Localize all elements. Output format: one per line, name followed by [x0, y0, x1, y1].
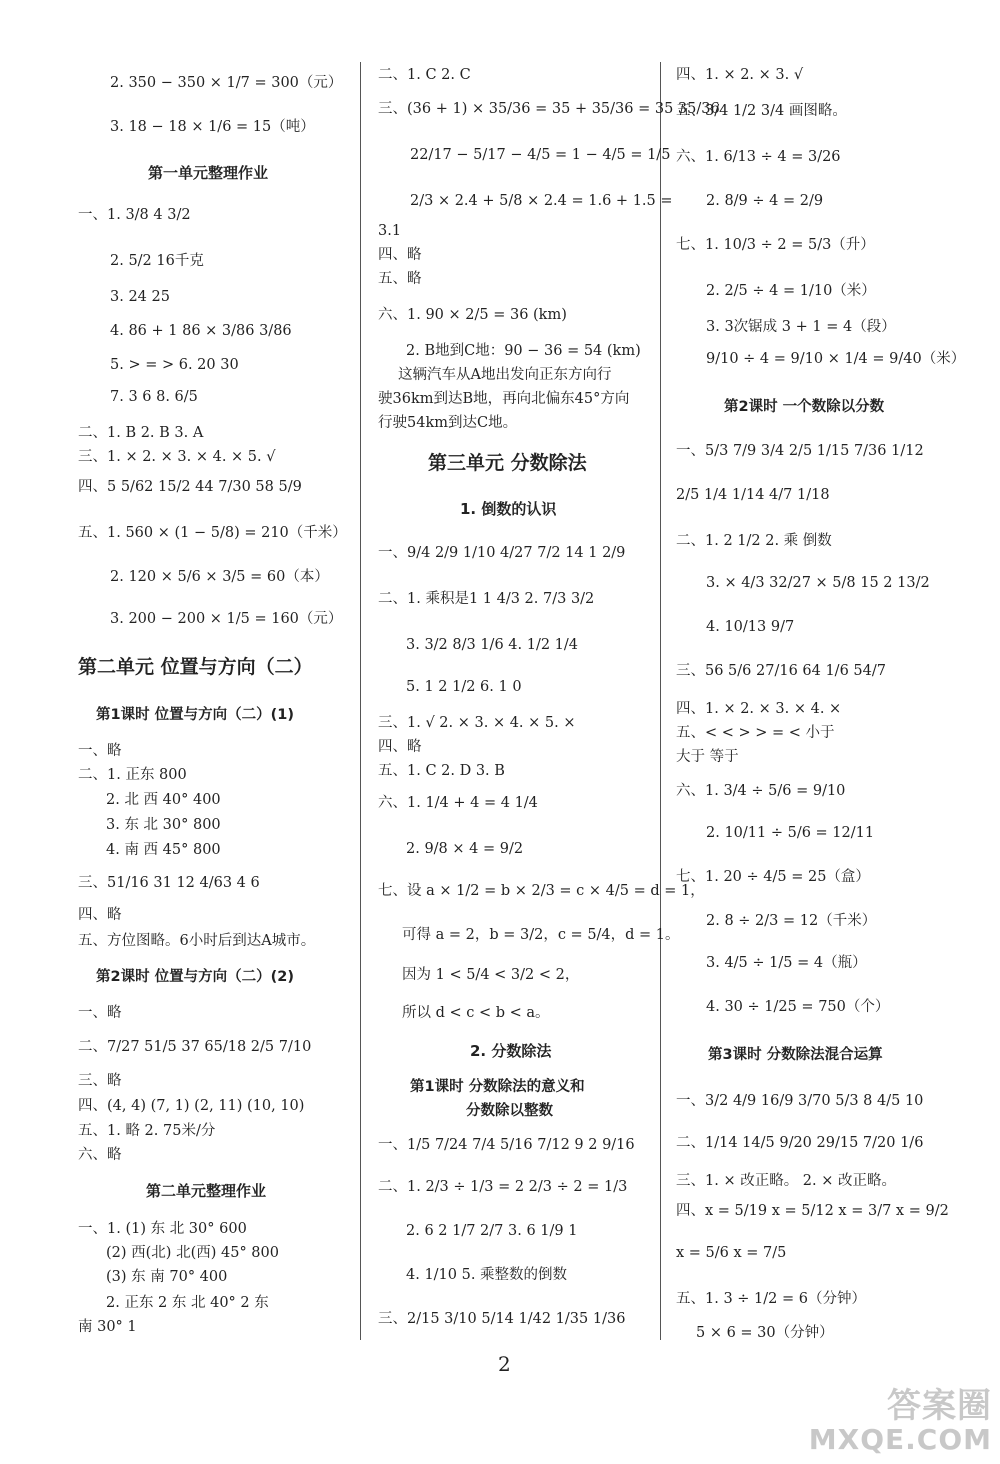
watermark-text: 答案圈 — [887, 1385, 992, 1426]
answer-line: 22/17 − 5/17 − 4/5 = 1 − 4/5 = 1/5 — [410, 147, 671, 163]
answer-line: 五、方位图略。6小时后到达A城市。 — [78, 933, 316, 949]
answer-line: 2. 8/9 ÷ 4 = 2/9 — [706, 193, 824, 209]
answer-line: 一、略 — [78, 1005, 122, 1021]
answer-line: 五、1. 3 ÷ 1/2 = 6（分钟） — [676, 1291, 866, 1307]
answer-line: 五、1. C 2. D 3. B — [378, 763, 505, 779]
answer-line: 一、1/5 7/24 7/4 5/16 7/12 9 2 9/16 — [378, 1137, 635, 1153]
answer-line: 七、1. 10/3 ÷ 2 = 5/3（升） — [676, 237, 875, 253]
answer-line: 五、1. 560 × (1 − 5/8) = 210（千米） — [78, 525, 347, 541]
answer-line: 2. 350 − 350 × 1/7 = 300（元） — [110, 75, 343, 91]
answer-line: 五、< < > > = < 小于 — [676, 725, 835, 741]
answer-line: 5. 1 2 1/2 6. 1 0 — [406, 679, 522, 695]
answer-line: 二、1. B 2. B 3. A — [78, 425, 204, 441]
answer-line: 行驶54km到达C地。 — [378, 415, 518, 431]
answer-line: 二、1. 2/3 ÷ 1/3 = 2 2/3 ÷ 2 = 1/3 — [378, 1179, 628, 1195]
lesson-heading: 第3课时 分数除法混合运算 — [708, 1047, 883, 1063]
answer-line: 三、2/15 3/10 5/14 1/42 1/35 1/36 — [378, 1311, 626, 1327]
section-heading: 第二单元整理作业 — [146, 1182, 267, 1200]
lesson-heading: 第2课时 一个数除以分数 — [724, 399, 885, 415]
page-number: 2 — [498, 1352, 511, 1376]
answer-line: 四、5 5/62 15/2 44 7/30 58 5/9 — [78, 479, 302, 495]
answer-line: 四、略 — [378, 739, 422, 755]
answer-line: 六、1. 6/13 ÷ 4 = 3/26 — [676, 149, 841, 165]
answer-line: 三、56 5/6 27/16 64 1/6 54/7 — [676, 663, 886, 679]
answer-line: 一、1. (1) 东 北 30° 600 — [78, 1221, 247, 1237]
answer-line: 六、1. 90 × 2/5 = 36 (km) — [378, 307, 567, 323]
lesson-heading: 第2课时 位置与方向（二）(2) — [96, 969, 294, 985]
answer-line: 5 × 6 = 30（分钟） — [696, 1325, 834, 1341]
answer-line: 六、略 — [78, 1147, 122, 1163]
section-heading: 第一单元整理作业 — [148, 164, 269, 182]
answer-line: (2) 西(北) 北(西) 45° 800 — [106, 1245, 279, 1261]
answer-line: 2/5 1/4 1/14 4/7 1/18 — [676, 487, 830, 503]
answer-line: 因为 1 < 5/4 < 3/2 < 2， — [402, 967, 580, 983]
answer-line: 二、1/14 14/5 9/20 29/15 7/20 1/6 — [676, 1135, 924, 1151]
answer-line: 2. 正东 2 东 北 40° 2 东 — [106, 1295, 269, 1311]
answer-line: 一、1. 3/8 4 3/2 — [78, 207, 191, 223]
answer-line: 3. 3次锯成 3 + 1 = 4（段） — [706, 319, 896, 335]
answer-line: 三、51/16 31 12 4/63 4 6 — [78, 875, 260, 891]
answer-line: 2. 2/5 ÷ 4 = 1/10（米） — [706, 283, 876, 299]
answer-line: 2. 5/2 16千克 — [110, 253, 204, 269]
answer-line: 三、1. × 2. × 3. × 4. × 5. √ — [78, 449, 276, 465]
answer-line: 5. > = > 6. 20 30 — [110, 357, 239, 373]
answer-line: 3. 4/5 ÷ 1/5 = 4（瓶） — [706, 955, 867, 971]
answer-line: 4. 南 西 45° 800 — [106, 842, 221, 858]
answer-line: 9/10 ÷ 4 = 9/10 × 1/4 = 9/40（米） — [706, 351, 966, 367]
answer-line: 四、略 — [78, 907, 122, 923]
lesson-heading: 第1课时 位置与方向（二）(1) — [96, 707, 294, 723]
section-heading: 1. 倒数的认识 — [460, 500, 557, 518]
answer-line: 3. 3/2 8/3 1/6 4. 1/2 1/4 — [406, 637, 579, 653]
answer-line: 大于 等于 — [676, 749, 739, 765]
answer-line: 一、9/4 2/9 1/10 4/27 7/2 14 1 2/9 — [378, 545, 626, 561]
answer-line: 3. 18 − 18 × 1/6 = 15（吨） — [110, 119, 315, 135]
watermark-logo — [808, 1385, 992, 1456]
answer-line: 3. 24 25 — [110, 289, 170, 305]
answer-line: 驶36km到达B地，再向北偏东45°方向 — [378, 391, 630, 407]
answer-line: 三、1. √ 2. × 3. × 4. × 5. × — [378, 715, 576, 731]
answer-line: 3. × 4/3 32/27 × 5/8 15 2 13/2 — [706, 575, 930, 591]
answer-line: 2. 120 × 5/6 × 3/5 = 60（本） — [110, 569, 329, 585]
answer-line: 七、1. 20 ÷ 4/5 = 25（盒） — [676, 869, 870, 885]
answer-line: 南 30° 1 — [78, 1319, 137, 1335]
unit-heading: 第三单元 分数除法 — [428, 452, 587, 474]
lesson-heading: 第1课时 分数除法的意义和 — [410, 1079, 585, 1095]
answer-line: 四、1. × 2. × 3. √ — [676, 67, 804, 83]
answer-line: 4. 86 + 1 86 × 3/86 3/86 — [110, 323, 292, 339]
unit-heading: 第二单元 位置与方向（二） — [78, 656, 313, 678]
answer-line: 一、略 — [78, 743, 122, 759]
answer-line: 三、1. × 改正略。 2. × 改正略。 — [676, 1173, 897, 1189]
answer-line: 2/3 × 2.4 + 5/8 × 2.4 = 1.6 + 1.5 = — [410, 193, 673, 209]
lesson-heading: 分数除以整数 — [466, 1103, 553, 1119]
answer-line: 2. 北 西 40° 400 — [106, 792, 221, 808]
answer-line: 六、1. 1/4 + 4 = 4 1/4 — [378, 795, 538, 811]
answer-line: 五、3/4 1/2 3/4 画图略。 — [676, 103, 847, 119]
answer-line: 三、略 — [78, 1073, 122, 1089]
answer-line: 2. 6 2 1/7 2/7 3. 6 1/9 1 — [406, 1223, 578, 1239]
answer-line: 四、x = 5/19 x = 5/12 x = 3/7 x = 9/2 — [676, 1203, 949, 1219]
answer-line: 四、略 — [378, 247, 422, 263]
answer-line: 3. 东 北 30° 800 — [106, 817, 221, 833]
answer-line: 六、1. 3/4 ÷ 5/6 = 9/10 — [676, 783, 846, 799]
answer-line: 4. 10/13 9/7 — [706, 619, 795, 635]
answer-line: 7. 3 6 8. 6/5 — [110, 389, 198, 405]
answer-line: 七、设 a × 1/2 = b × 2/3 = c × 4/5 = d = 1， — [378, 883, 705, 899]
answer-line: 3.1 — [378, 223, 402, 239]
column-divider-left — [360, 62, 361, 1340]
answer-line: 一、3/2 4/9 16/9 3/70 5/3 8 4/5 10 — [676, 1093, 924, 1109]
answer-line: 2. 8 ÷ 2/3 = 12（千米） — [706, 913, 877, 929]
answer-line: 一、5/3 7/9 3/4 2/5 1/15 7/36 1/12 — [676, 443, 924, 459]
answer-line: 这辆汽车从A地出发向正东方向行 — [398, 367, 612, 383]
answer-line: 2. B地到C地：90 − 36 = 54 (km) — [406, 343, 641, 359]
answer-line: 4. 30 ÷ 1/25 = 750（个） — [706, 999, 890, 1015]
watermark-url: MXQE.COM — [808, 1422, 992, 1456]
answer-line: 可得 a = 2，b = 3/2，c = 5/4，d = 1。 — [402, 927, 680, 943]
answer-line: 二、1. C 2. C — [378, 67, 471, 83]
answer-line: 二、1. 正东 800 — [78, 767, 187, 783]
answer-line: 三、(36 + 1) × 35/36 = 35 + 35/36 = 35 35/36 — [378, 101, 720, 117]
answer-line: 四、(4, 4) (7, 1) (2, 11) (10, 10) — [78, 1098, 305, 1114]
answer-line: 二、1. 2 1/2 2. 乘 倒数 — [676, 533, 832, 549]
answer-line: 所以 d < c < b < a。 — [402, 1005, 550, 1021]
answer-line: 2. 9/8 × 4 = 9/2 — [406, 841, 524, 857]
answer-line: 二、1. 乘积是1 1 4/3 2. 7/3 3/2 — [378, 591, 595, 607]
answer-line: 五、1. 略 2. 75米/分 — [78, 1123, 216, 1139]
answer-line: 四、1. × 2. × 3. × 4. × — [676, 701, 842, 717]
answer-line: x = 5/6 x = 7/5 — [676, 1245, 787, 1261]
answer-line: 2. 10/11 ÷ 5/6 = 12/11 — [706, 825, 875, 841]
answer-line: 4. 1/10 5. 乘整数的倒数 — [406, 1267, 568, 1283]
answer-line: (3) 东 南 70° 400 — [106, 1269, 228, 1285]
answer-line: 五、略 — [378, 271, 422, 287]
answer-line: 二、7/27 51/5 37 65/18 2/5 7/10 — [78, 1039, 312, 1055]
column-divider-right — [660, 62, 661, 1340]
section-heading: 2. 分数除法 — [470, 1042, 552, 1060]
answer-line: 3. 200 − 200 × 1/5 = 160（元） — [110, 611, 343, 627]
